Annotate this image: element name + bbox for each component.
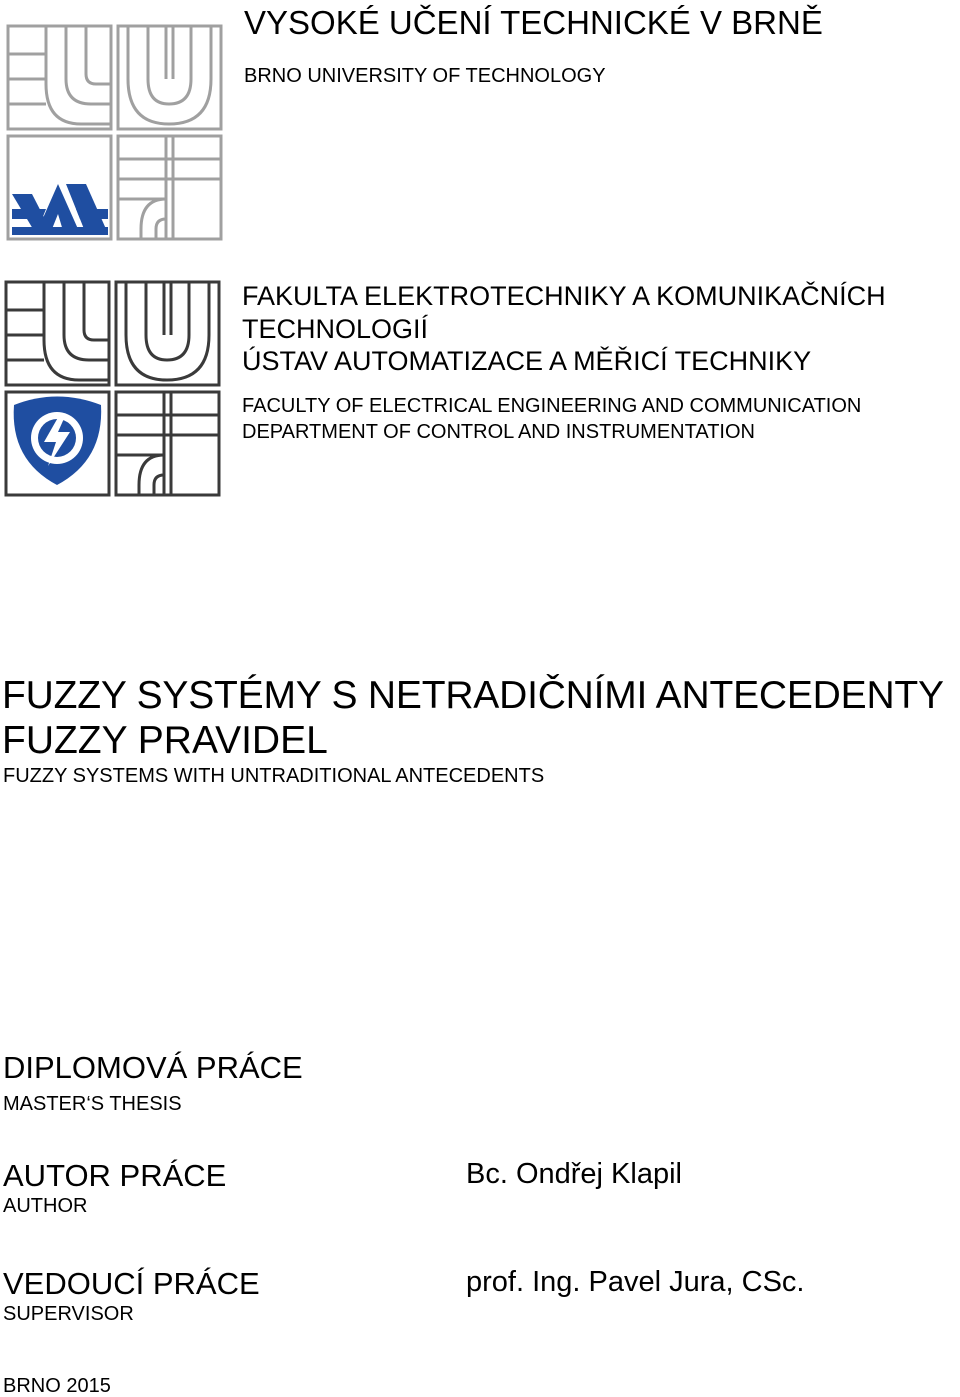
place-year: BRNO 2015 <box>3 1375 111 1397</box>
thesis-type-cz: DIPLOMOVÁ PRÁCE <box>3 1050 303 1085</box>
thesis-title-cz-line2: FUZZY PRAVIDEL <box>2 719 328 762</box>
faculty-name-cz-line1: FAKULTA ELEKTROTECHNIKY A KOMUNIKAČNÍCH <box>242 281 886 311</box>
supervisor-name: prof. Ing. Pavel Jura, CSc. <box>466 1266 805 1298</box>
university-logo <box>6 24 224 242</box>
faculty-name-en: FACULTY OF ELECTRICAL ENGINEERING AND COMMUNICATION <box>242 395 862 417</box>
supervisor-label-cz: VEDOUCÍ PRÁCE <box>3 1266 260 1301</box>
department-name-cz: ÚSTAV AUTOMATIZACE A MĚŘICÍ TECHNIKY <box>242 346 812 376</box>
faculty-name-cz-line2: TECHNOLOGIÍ <box>242 314 429 344</box>
faculty-logo <box>4 280 222 498</box>
thesis-title-en: FUZZY SYSTEMS WITH UNTRADITIONAL ANTECEDENTS <box>3 765 545 787</box>
thesis-title-cz-line1: FUZZY SYSTÉMY S NETRADIČNÍMI ANTECEDENTY <box>2 674 944 717</box>
department-name-en: DEPARTMENT OF CONTROL AND INSTRUMENTATION <box>242 421 755 443</box>
thesis-type-en: MASTER‘S THESIS <box>3 1093 182 1115</box>
university-name-cz: VYSOKÉ UČENÍ TECHNICKÉ V BRNĚ <box>244 4 823 41</box>
supervisor-label-en: SUPERVISOR <box>3 1303 134 1325</box>
university-name-en: BRNO UNIVERSITY OF TECHNOLOGY <box>244 65 606 87</box>
author-name: Bc. Ondřej Klapil <box>466 1158 682 1190</box>
author-label-en: AUTHOR <box>3 1195 88 1217</box>
author-label-cz: AUTOR PRÁCE <box>3 1158 227 1193</box>
